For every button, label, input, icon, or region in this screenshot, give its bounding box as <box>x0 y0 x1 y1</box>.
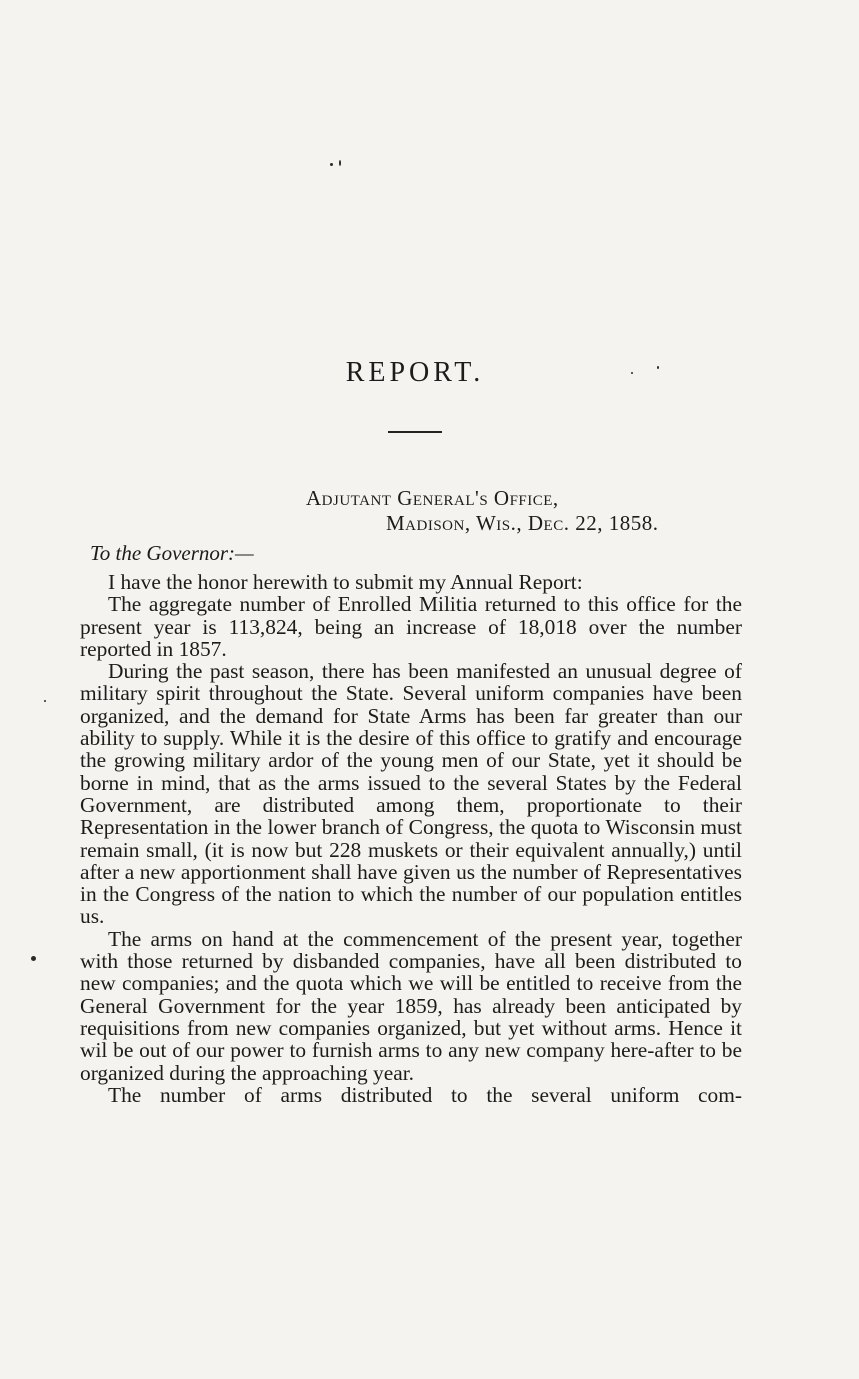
office-line: Adjutant General's Office, <box>306 486 559 510</box>
paragraph-arms-distributed: The number of arms distributed to the several uniform com- <box>108 1082 742 1107</box>
title-rule <box>388 431 442 433</box>
paragraph-militia: The aggregate number of Enrolled Militia returned to this office for the present year is 113,824, being an increase of 18,018 over the number reported in 1857. <box>80 592 742 661</box>
place-date-line <box>386 511 658 536</box>
salutation: To the Governor:— <box>90 541 254 565</box>
paragraph-military-spirit: During the past season, there has been manifested an unusual degree of military spirit throughout the State. Several uniform companies have been organized, and the demand for State Arms has been far greater than our ability to supply. While it is the desire of this office to gratify and encourage the growing military ardor of the young men of our State, yet it should be borne in mind, that as the arms issued to the several States by the Federal Government, are distributed among them, proportionate to their Representation in the lower branch of Congress, the quota to Wisconsin must remain small, (it is now but 228 muskets or their equivalent annually,) until after a new apportionment shall have given us the number of Representatives in the Congress of the nation to which the number of our population entitles us. <box>80 659 742 929</box>
scan-speck <box>44 700 46 702</box>
scan-speck <box>339 160 341 166</box>
report-title: REPORT. <box>345 357 485 388</box>
scan-speck <box>31 956 36 961</box>
paragraph-intro: I have the honor herewith to submit my Annual Report: <box>108 570 583 594</box>
paragraph-arms-on-hand: The arms on hand at the commencement of the present year, together with those returned by disbanded companies, have all been distributed to new companies; and the quota which we will be entitled to receive from the General Government for the year 1859, has already been anticipated by requisitions from new companies organized, but yet without arms. Hence it wil be out of our power to furnish arms to any new company here-after to be organized during the approaching year. <box>80 926 742 1085</box>
scan-speck <box>330 163 333 166</box>
place-date-text: Madison, Wis., Dec. 22, 1858. <box>386 511 659 535</box>
report-body <box>80 571 742 1106</box>
